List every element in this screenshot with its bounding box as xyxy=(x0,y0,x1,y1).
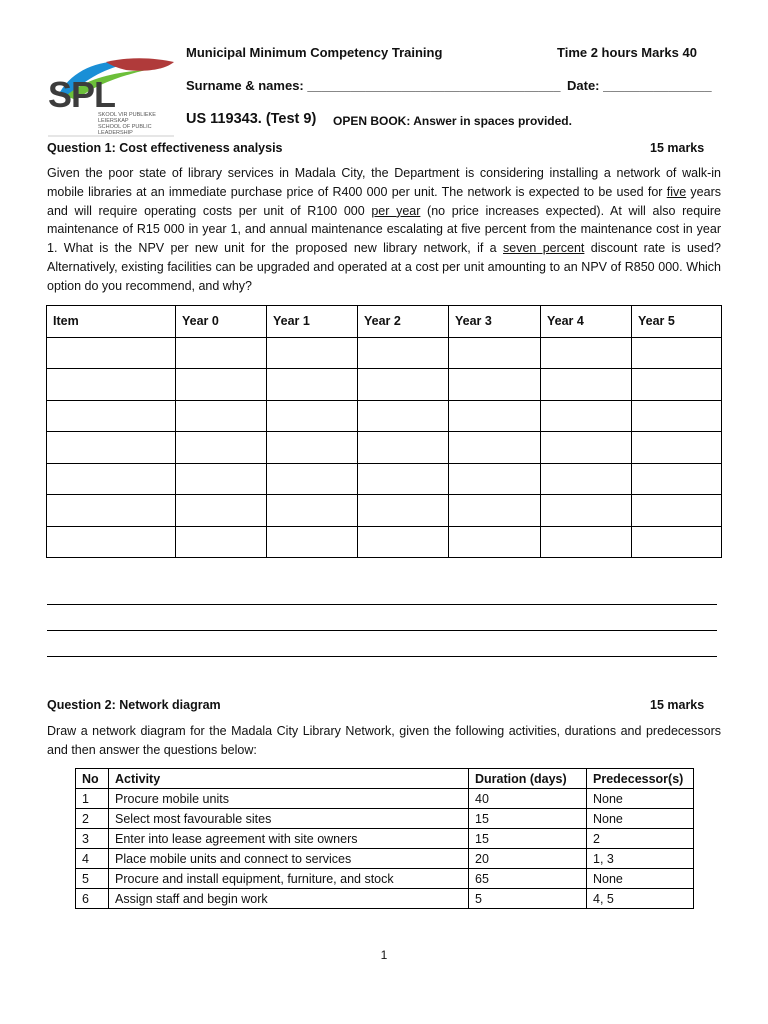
answer-cell[interactable] xyxy=(176,463,267,495)
table-row xyxy=(76,849,694,869)
table-row xyxy=(47,337,722,369)
answer-cell[interactable] xyxy=(632,526,722,558)
logo-subtitle: SKOOL VIR PUBLIEKE LEIERSKAP SCHOOL OF PUBLIC LEADERSHIP xyxy=(98,112,156,136)
npv-table xyxy=(46,305,722,558)
table-row xyxy=(47,463,722,495)
cell-no: 2 xyxy=(76,809,109,829)
underline-seven-percent: seven percent xyxy=(503,241,585,256)
table-row xyxy=(76,809,694,829)
col-year3: Year 3 xyxy=(449,306,541,338)
answer-cell[interactable] xyxy=(358,369,449,401)
answer-cell[interactable] xyxy=(358,495,449,527)
underline-five: five xyxy=(666,184,687,199)
cell-duration: 15 xyxy=(469,829,587,849)
answer-cell[interactable] xyxy=(632,432,722,464)
answer-cell[interactable] xyxy=(541,526,632,558)
npv-table-header xyxy=(47,306,722,338)
cell-activity: Enter into lease agreement with site owners xyxy=(109,829,469,849)
cell-duration: 65 xyxy=(469,869,587,889)
answer-cell[interactable] xyxy=(632,495,722,527)
date-field[interactable]: Date: _______________ xyxy=(567,78,712,93)
cell-duration: 5 xyxy=(469,889,587,909)
cell-predecessors: None xyxy=(587,789,694,809)
answer-cell[interactable] xyxy=(47,369,176,401)
answer-cell[interactable] xyxy=(267,526,358,558)
col-predecessors: Predecessor(s) xyxy=(587,769,694,789)
cell-activity: Place mobile units and connect to services xyxy=(109,849,469,869)
answer-cell[interactable] xyxy=(632,337,722,369)
answer-cell[interactable] xyxy=(358,400,449,432)
answer-cell[interactable] xyxy=(449,495,541,527)
q2-intro: Draw a network diagram for the Madala City Library Network, given the following activities, durations and predecessors and then answer the questions below: xyxy=(47,724,721,757)
table-row xyxy=(76,829,694,849)
answer-cell[interactable] xyxy=(541,369,632,401)
q2-title: Question 2: Network diagram xyxy=(47,698,221,712)
surname-field[interactable]: Surname & names: ___________________________________ xyxy=(186,78,561,93)
col-year4: Year 4 xyxy=(541,306,632,338)
answer-cell[interactable] xyxy=(47,463,176,495)
table-row xyxy=(76,869,694,889)
answer-cell[interactable] xyxy=(449,337,541,369)
cell-activity: Assign staff and begin work xyxy=(109,889,469,909)
answer-cell[interactable] xyxy=(541,432,632,464)
cell-duration: 20 xyxy=(469,849,587,869)
cell-no: 3 xyxy=(76,829,109,849)
answer-cell[interactable] xyxy=(541,400,632,432)
cell-duration: 40 xyxy=(469,789,587,809)
cell-no: 1 xyxy=(76,789,109,809)
answer-cell[interactable] xyxy=(449,526,541,558)
answer-line-1[interactable] xyxy=(47,604,717,605)
activity-table-header xyxy=(76,769,694,789)
q2-marks: 15 marks xyxy=(650,698,705,712)
answer-cell[interactable] xyxy=(541,463,632,495)
answer-cell[interactable] xyxy=(176,337,267,369)
col-item: Item xyxy=(47,306,176,338)
cell-predecessors: 1, 3 xyxy=(587,849,694,869)
col-year2: Year 2 xyxy=(358,306,449,338)
table-row xyxy=(76,789,694,809)
table-row xyxy=(47,526,722,558)
answer-cell[interactable] xyxy=(176,432,267,464)
table-row xyxy=(47,495,722,527)
answer-cell[interactable] xyxy=(267,400,358,432)
col-year0: Year 0 xyxy=(176,306,267,338)
answer-cell[interactable] xyxy=(176,526,267,558)
answer-cell[interactable] xyxy=(358,463,449,495)
q1-title: Question 1: Cost effectiveness analysis xyxy=(47,141,283,155)
cell-activity: Select most favourable sites xyxy=(109,809,469,829)
answer-cell[interactable] xyxy=(449,463,541,495)
answer-cell[interactable] xyxy=(632,463,722,495)
answer-cell[interactable] xyxy=(267,463,358,495)
answer-cell[interactable] xyxy=(47,400,176,432)
answer-line-2[interactable] xyxy=(47,630,717,631)
answer-cell[interactable] xyxy=(358,432,449,464)
page-number: 1 xyxy=(380,948,388,962)
activity-table xyxy=(75,768,694,909)
cell-duration: 15 xyxy=(469,809,587,829)
open-book-note: OPEN BOOK: Answer in spaces provided. xyxy=(333,114,572,128)
course-title: Municipal Minimum Competency Training xyxy=(186,45,443,60)
col-no: No xyxy=(76,769,109,789)
answer-cell[interactable] xyxy=(449,400,541,432)
answer-cell[interactable] xyxy=(449,369,541,401)
answer-cell[interactable] xyxy=(267,495,358,527)
answer-cell[interactable] xyxy=(632,369,722,401)
answer-cell[interactable] xyxy=(449,432,541,464)
underline-per-year: per year xyxy=(371,203,421,218)
answer-cell[interactable] xyxy=(541,495,632,527)
logo-swoosh-red xyxy=(106,58,174,71)
table-row xyxy=(47,432,722,464)
time-marks: Time 2 hours Marks 40 xyxy=(557,45,697,60)
table-row xyxy=(47,400,722,432)
answer-cell[interactable] xyxy=(176,495,267,527)
table-row xyxy=(76,889,694,909)
answer-cell[interactable] xyxy=(358,526,449,558)
col-year5: Year 5 xyxy=(632,306,722,338)
answer-cell[interactable] xyxy=(358,337,449,369)
answer-cell[interactable] xyxy=(176,369,267,401)
cell-activity: Procure mobile units xyxy=(109,789,469,809)
cell-no: 6 xyxy=(76,889,109,909)
answer-cell[interactable] xyxy=(47,526,176,558)
cell-activity: Procure and install equipment, furniture, and stock xyxy=(109,869,469,889)
answer-cell[interactable] xyxy=(47,337,176,369)
col-activity: Activity xyxy=(109,769,469,789)
col-year1: Year 1 xyxy=(267,306,358,338)
answer-cell[interactable] xyxy=(267,369,358,401)
cell-predecessors: None xyxy=(587,809,694,829)
unit-code: US 119343. (Test 9) xyxy=(186,111,317,127)
cell-no: 5 xyxy=(76,869,109,889)
logo-text: SPL xyxy=(48,74,116,115)
cell-predecessors: None xyxy=(587,869,694,889)
answer-cell[interactable] xyxy=(267,337,358,369)
col-duration: Duration (days) xyxy=(469,769,587,789)
answer-line-3[interactable] xyxy=(47,656,717,657)
answer-cell[interactable] xyxy=(47,495,176,527)
answer-cell[interactable] xyxy=(632,400,722,432)
cell-no: 4 xyxy=(76,849,109,869)
table-row xyxy=(47,369,722,401)
answer-cell[interactable] xyxy=(541,337,632,369)
answer-cell[interactable] xyxy=(47,432,176,464)
answer-cell[interactable] xyxy=(176,400,267,432)
q1-paragraph: Given the poor state of library services in Madala City, the Department is considering installing a network of walk-in mobile libraries at an immediate purchase price of R400 000 per unit. The network is expected to be used for five years and will require operating costs per unit of R100 000 per year (no price increases expected). At will also require maintenance of R15 000 in year 1, and annual maintenance escalating at five percent from the maintenance cost in year 1. What is the NPV per new unit for the proposed new library network, if a seven percent discount rate is used? Alternatively, existing facilities can be upgraded and operated at a cost per unit amounting to an NPV of R850 000. Which option do you recommend, and why? xyxy=(47,166,721,293)
q1-marks: 15 marks xyxy=(650,141,705,155)
answer-cell[interactable] xyxy=(267,432,358,464)
cell-predecessors: 2 xyxy=(587,829,694,849)
cell-predecessors: 4, 5 xyxy=(587,889,694,909)
